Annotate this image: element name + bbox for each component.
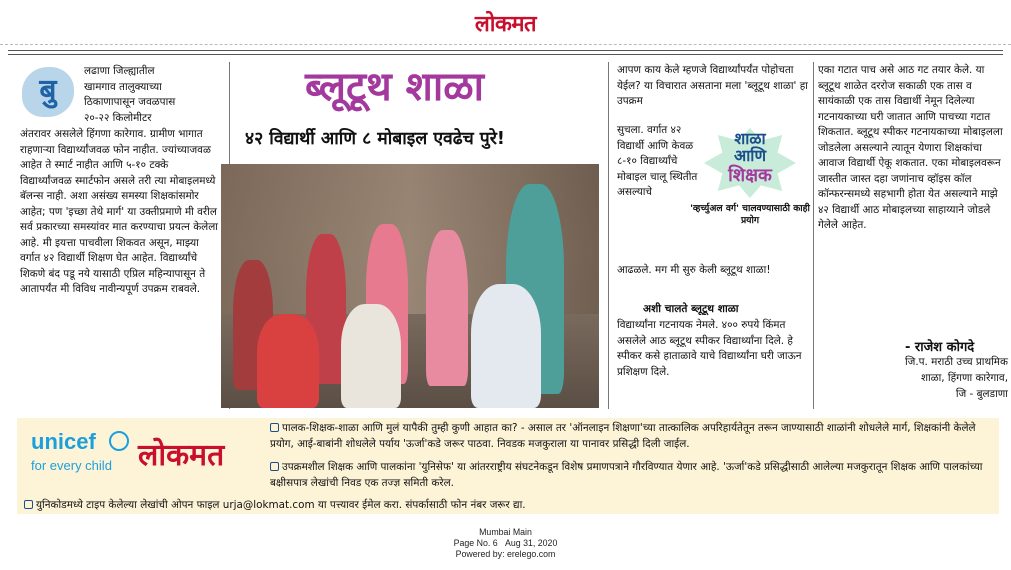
banner-note-text: उपक्रमशील शिक्षक आणि पालकांना 'युनिसेफ' या आंतरराष्ट्रीय संघटनेकडून विशेष प्रमाणपत्राने गौरविण्यात येणार आहे. 'ऊर्जा'कडे प्रसिद्धीसाठी आलेल्या मजकुरातून शिक्षक आणि पालकांच्या बक्षीसपात्र लेखांची निवड एक तज्ज्ञ समिती करेल.	[270, 461, 983, 489]
powered-by[interactable]: Powered by: erelego.com	[455, 549, 556, 559]
column-divider	[813, 62, 814, 409]
article-paragraph: एका गटात पाच असे आठ गट तयार केले. या ब्लूटूथ शाळेत दररोज सकाळी एक तास व सायंकाळी एक तास विद्यार्थी नेमून दिलेल्या गटनायकाच्या घरी जातात आणि पाचच्या गटात शिकतात. ब्लूटूथ स्पीकर गटनायकाच्या मोबाइलला जोडलेला असल्याने त्यातून येणारा शिक्षकांचा आवाज विद्यार्थी ऐकू शकतात. एका मोबाइलवरून जास्तीत जास्त दहा जणांनाच व्हॉइस कॉल कॉन्फरन्समध्ये सहभागी होता येत असल्याने माझे ४२ विद्यार्थी आठ मोबाइलच्या साहाय्याने जोडले गेलेले आहेत.	[818, 64, 1003, 231]
affiliation-line: जि - बुलडाणा	[955, 388, 1008, 400]
badge-caption: 'व्हर्च्युअल वर्ग' चालवण्यासाठी काही प्रयोग	[690, 203, 810, 226]
banner-lokmat-logo[interactable]: लोकमत	[138, 438, 225, 473]
affiliation-line: जि.प. मराठी उच्च प्राथमिक	[904, 356, 1008, 368]
badge-line: आणि	[733, 146, 767, 165]
lead-line: लढाणा जिल्ह्यातील	[84, 65, 155, 77]
article-photo[interactable]	[221, 164, 599, 408]
masthead	[0, 0, 1011, 44]
unicef-logo[interactable]	[25, 425, 130, 480]
article-column-1	[20, 127, 220, 298]
bullet-icon	[270, 423, 279, 432]
unicef-tagline: for every child	[31, 458, 112, 473]
banner-note-text: पालक-शिक्षक-शाळा आणि मुलं यापैकी तुम्ही कुणी आहात का? - असाल तर 'ऑनलाइन शिक्षणा'च्या तात्कालिक अपरिहार्यतेतून तरून जाण्यासाठी शाळांनी शोधलेले मार्ग, शिक्षकांनी केलेले प्रयोग, आई-बाबांनी शोधलेले पर्याय 'ऊर्जा'कडे जरूर पाठवा. निवडक मजकुराला या पानावर प्रसिद्धी दिली जाईल.	[270, 422, 976, 450]
page-number: Page No. 6	[453, 538, 498, 548]
article-narrow-text: सुचला. वर्गात ४२ विद्यार्थी आणि केवळ ८-१० विद्यार्थ्यांचे मोबाइल चालू स्थितीत असल्याचे	[617, 124, 698, 198]
author-name: - राजेश कोगदे	[905, 340, 975, 355]
page-info	[0, 538, 1011, 549]
banner-note	[270, 460, 995, 491]
issue-date: Aug 31, 2020	[505, 538, 558, 548]
student-figure	[341, 304, 401, 408]
lead-line: ठिकाणापासून जवळपास	[84, 96, 176, 108]
lokmat-logo[interactable]: लोकमत	[474, 12, 537, 37]
bullet-icon	[24, 500, 33, 509]
student-figure	[257, 314, 319, 408]
banner-note-text: युनिकोडमध्ये टाइप केलेल्या लेखांची ओपन फाइल urja@lokmat.com या पत्त्यावर ईमेल करा. संपर्कासाठी फोन नंबर जरूर द्या.	[36, 499, 526, 511]
page-footer	[0, 527, 1011, 560]
banner-note	[270, 421, 995, 452]
affiliation-line: शाळा, हिंगणा कारेगाव,	[920, 372, 1008, 384]
dropcap: बु	[22, 67, 74, 117]
article-text: आढळले. मग मी सुरु केली ब्लूटूथ शाळा!	[617, 264, 771, 276]
headline: ब्लूटूथ शाळा	[305, 64, 484, 110]
lead-lines	[84, 64, 224, 126]
student-figure	[471, 284, 541, 408]
bullet-icon	[270, 462, 279, 471]
article-text: विद्यार्थ्यांना गटनायक नेमले. ४०० रुपये किंमत असलेले आठ ब्लूटूथ स्पीकर विद्यार्थ्यांना दिले. हे स्पीकर कसे हाताळावे याचे विद्यार्थ्यांना घरी जाऊन प्रशिक्षण दिले.	[617, 319, 802, 378]
column-divider	[608, 62, 609, 409]
top-divider	[0, 44, 1011, 45]
badge-line: शिक्षक	[728, 165, 772, 186]
banner-note	[24, 498, 999, 514]
article-column-3	[617, 63, 810, 110]
section-heading: अशी चालते ब्लूटूथ शाळा	[643, 303, 739, 315]
lead-line: २०-२२ किलोमीटर	[84, 111, 152, 124]
unicef-wordmark: unicef	[31, 429, 96, 454]
lead-line: खामगाव तालुक्याच्या	[84, 80, 162, 93]
section-rule	[8, 50, 1003, 55]
student-figure	[426, 230, 468, 386]
edition-label: Mumbai Main	[479, 527, 532, 537]
article-paragraph: आपण काय केले म्हणजे विद्यार्थ्यांपर्यंत पोहोचता येईल? या विचारात असताना मला 'ब्लूटूथ शाळा' हा उपक्रम	[617, 64, 808, 107]
globe-icon	[109, 431, 129, 451]
author-affiliation	[868, 354, 1008, 402]
article-column-4	[818, 63, 1006, 234]
badge-line: शाळा	[734, 129, 766, 148]
subheadline: ४२ विद्यार्थी आणि ८ मोबाइल एवढेच पुरे!	[245, 129, 505, 149]
article-paragraph: अंतरावर असलेले हिंगणा कारेगाव. ग्रामीण भागात राहणाऱ्या विद्यार्थ्यांजवळ फोन नाहीत. ज्यांच्याजवळ आहेत ते स्मार्ट नाहीत आणि ५-१० टक्के विद्यार्थ्यांजवळ स्मार्टफोन असले तरी त्या मोबाइलमध्ये बॅलन्स नाही. अशा असंख्य समस्या शिक्षकांसमोर आहेत; पण 'इच्छा तेथे मार्ग' या उक्तीप्रमाणे मी वरील सर्व प्रकारच्या समस्यांवर मात करण्याचा प्रयत्न केलेला आहे. मी इयत्ता पाचवीला शिकवत असून, माझ्या वर्गात ४२ विद्यार्थी शिक्षण घेत आहेत. विद्यार्थ्यांचे शिकणे बंद पडू नये यासाठी एप्रिल महिन्यापासून ते आतापर्यंत मी विविध नावीन्यपूर्ण उपक्रम राबवले.	[20, 128, 218, 295]
